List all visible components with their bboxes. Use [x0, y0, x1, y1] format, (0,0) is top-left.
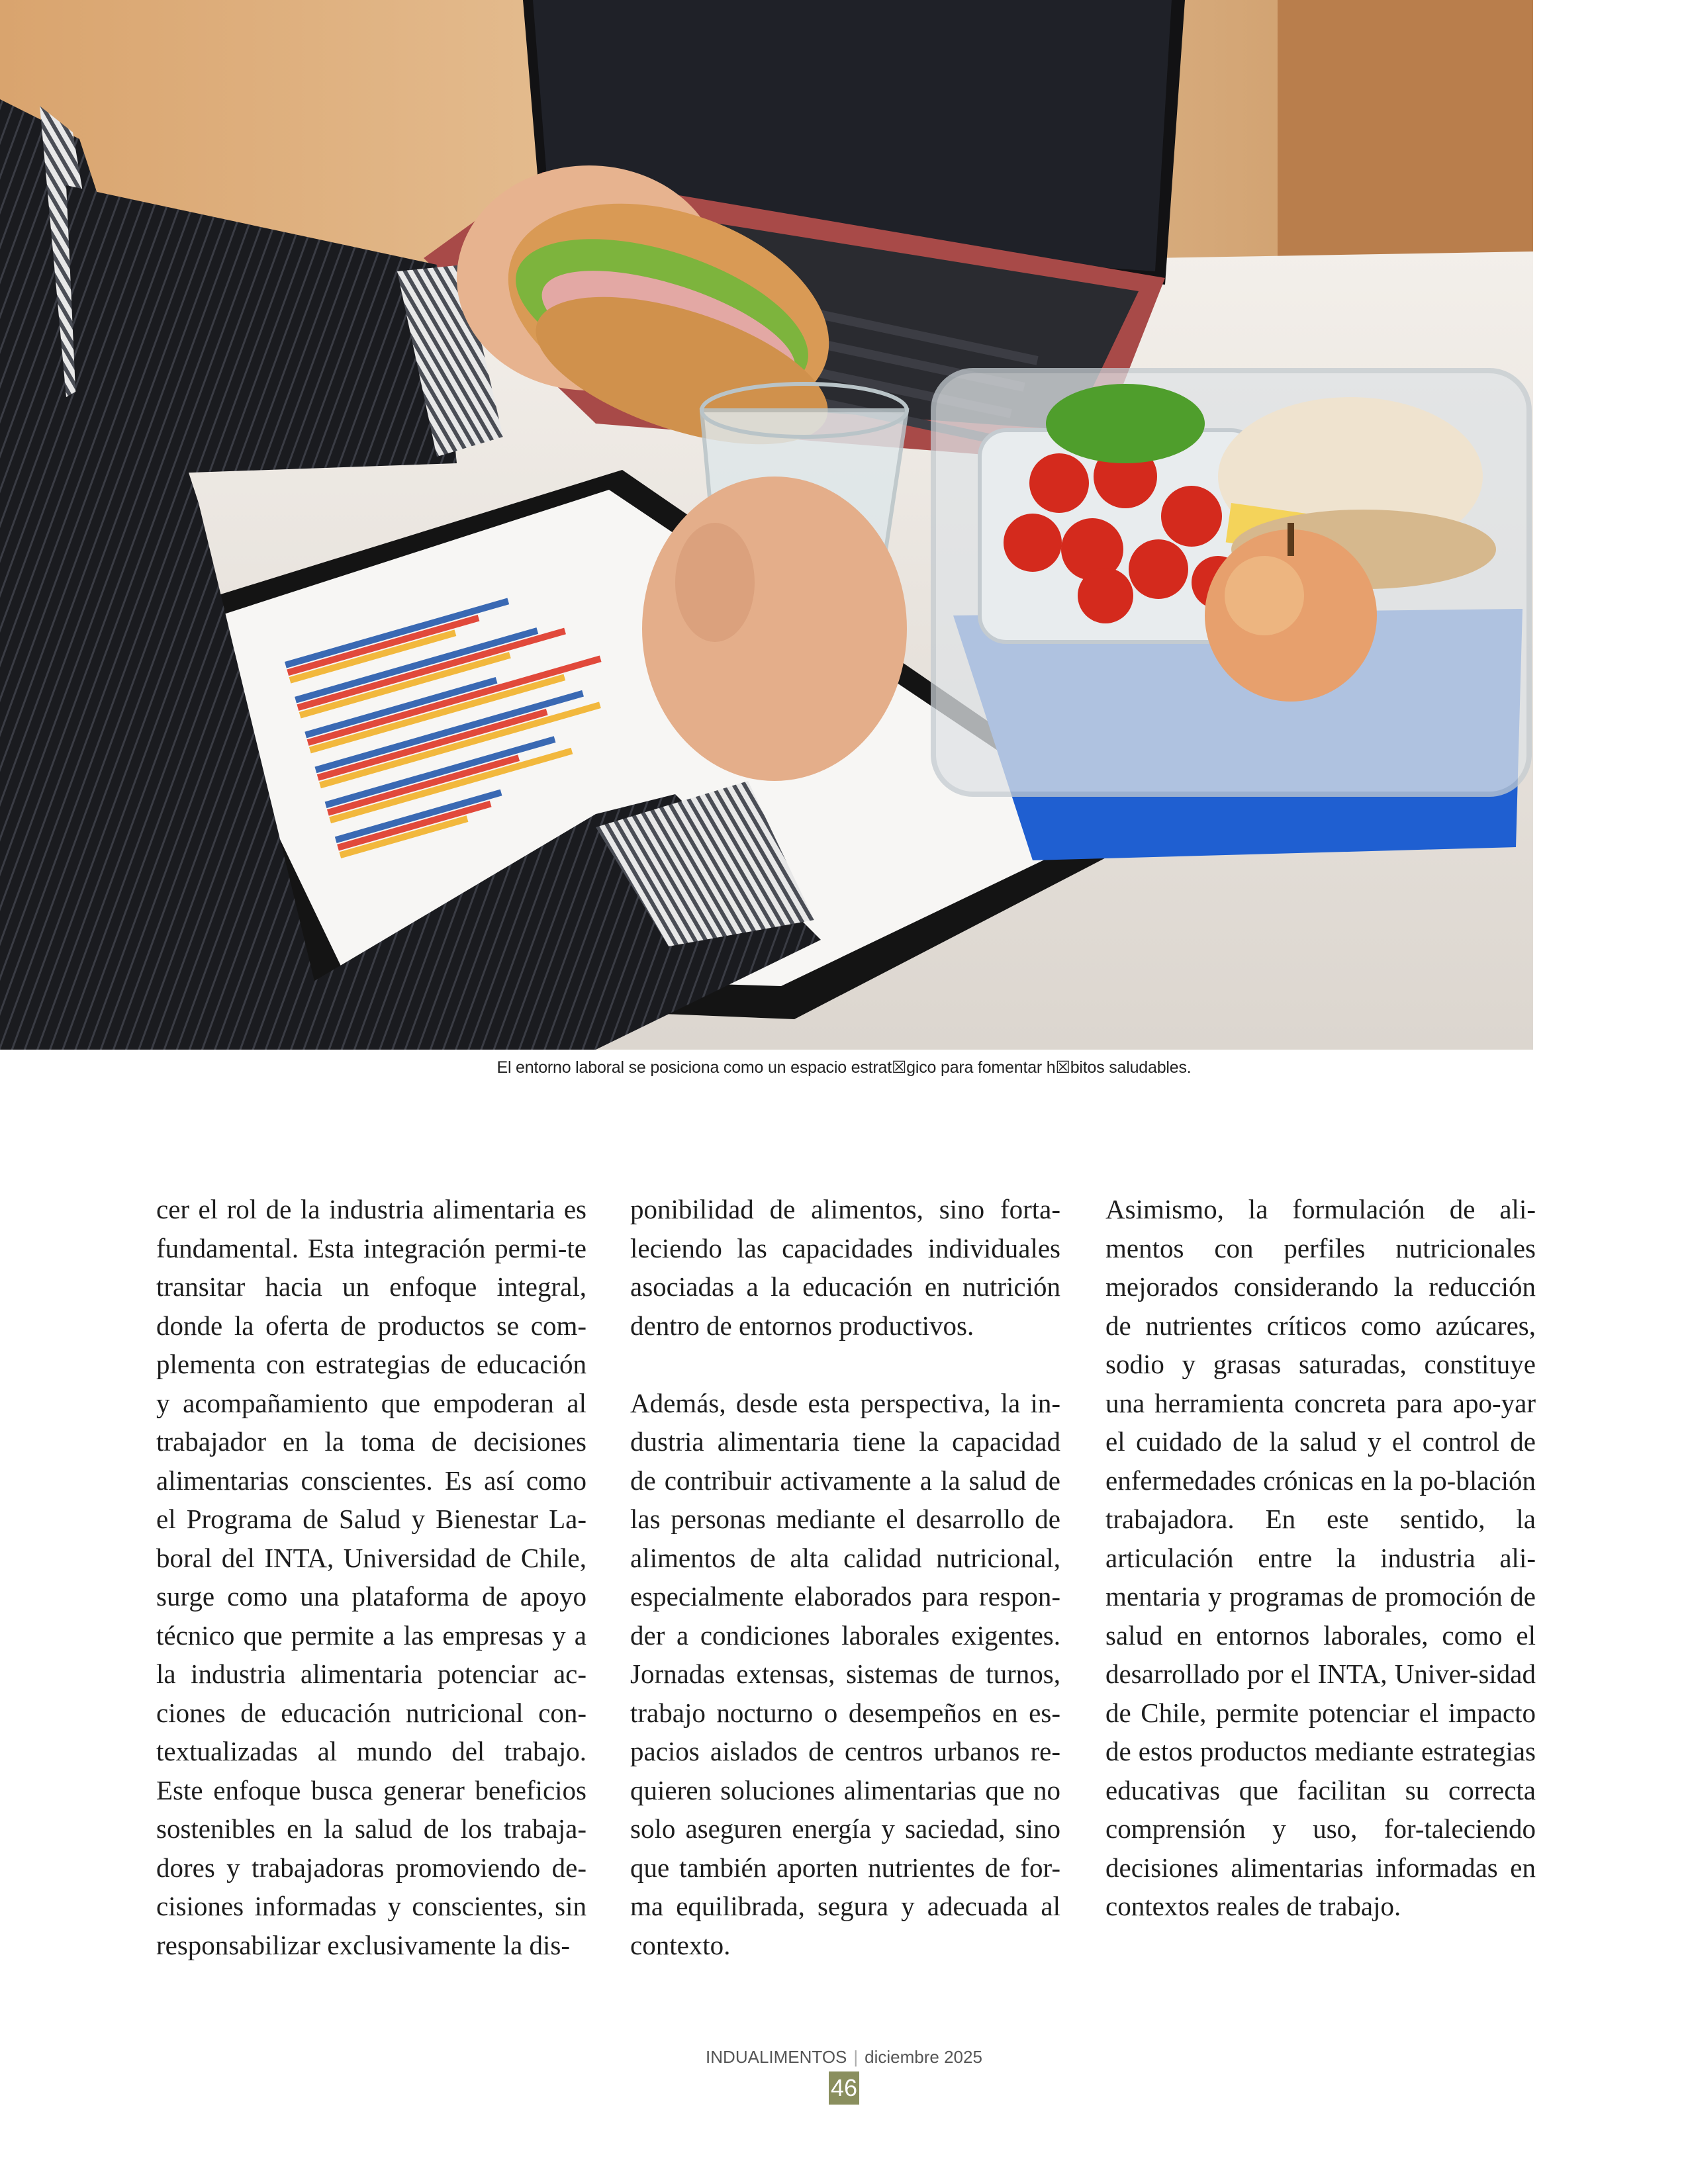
page-footer: [0, 2047, 1688, 2068]
article-column-3: [1105, 1190, 1536, 1926]
article-column-2: [630, 1190, 1060, 1964]
footer-separator: |: [853, 2047, 859, 2067]
photo-caption: El entorno laboral se posiciona como un espacio estrat☒gico para fomentar h☒bitos saludables.: [496, 1058, 1192, 1077]
paragraph: Además, desde esta perspectiva, la in-dustria alimentaria tiene la capacidad de contribuir activamente a la salud de las personas mediante el desarrollo de alimentos de alta calidad nutricional, especialmente elaborados para respon-der a condiciones laborales exigentes. Jornadas extensas, sistemas de turnos, trabajo nocturno o desempeños en es-pacios aislados de centros urbanos re-quieren soluciones alimentarias que no solo aseguren energía y saciedad, sino que también aporten nutrientes de for-ma equilibrada, segura y adecuada al contexto.: [630, 1387, 1060, 1960]
paragraph: ponibilidad de alimentos, sino forta-leciendo las capacidades individuales asociadas a la educación en nutrición dentro de entornos productivos.: [630, 1194, 1060, 1341]
paragraph: cer el rol de la industria alimentaria es fundamental. Esta integración permi-te transitar hacia un enfoque integral, donde la oferta de productos se com-plementa con estrategias de educación y acompañamiento que empoderan al trabajador en la toma de decisiones alimentarias conscientes. Es así como el Programa de Salud y Bienestar La-boral del INTA, Universidad de Chile, surge como una plataforma de apoyo técnico que permite a las empresas y a la industria alimentaria potenciar ac-ciones de educación nutricional con-textualizadas al mundo del trabajo. Este enfoque busca generar beneficios sostenibles en la salud de los trabaja-dores y trabajadoras promoviendo de-cisiones informadas y conscientes, sin responsabilizar exclusivamente la dis-: [156, 1194, 586, 1960]
page-number: 46: [829, 2071, 859, 2105]
article-column-1: [156, 1190, 586, 1964]
publication-name: INDUALIMENTOS: [706, 2047, 847, 2067]
paragraph: Asimismo, la formulación de ali-mentos con perfiles nutricionales mejorados considerando la reducción de nutrientes críticos como azúcares, sodio y grasas saturadas, constituye una herramienta concreta para apo-yar el cuidado de la salud y el control de enfermedades crónicas en la po-blación trabajadora. En este sentido, la articulación entre la industria ali-mentaria y programas de promoción de salud en entornos laborales, como el desarrollado por el INTA, Univer-sidad de Chile, permite potenciar el impacto de estos productos mediante estrategias educativas que facilitan su correcta comprensión y uso, for-taleciendo decisiones alimentarias informadas en contextos reales de trabajo.: [1105, 1194, 1536, 1921]
article-photo: [0, 0, 1533, 1050]
issue-date: diciembre 2025: [865, 2047, 982, 2067]
